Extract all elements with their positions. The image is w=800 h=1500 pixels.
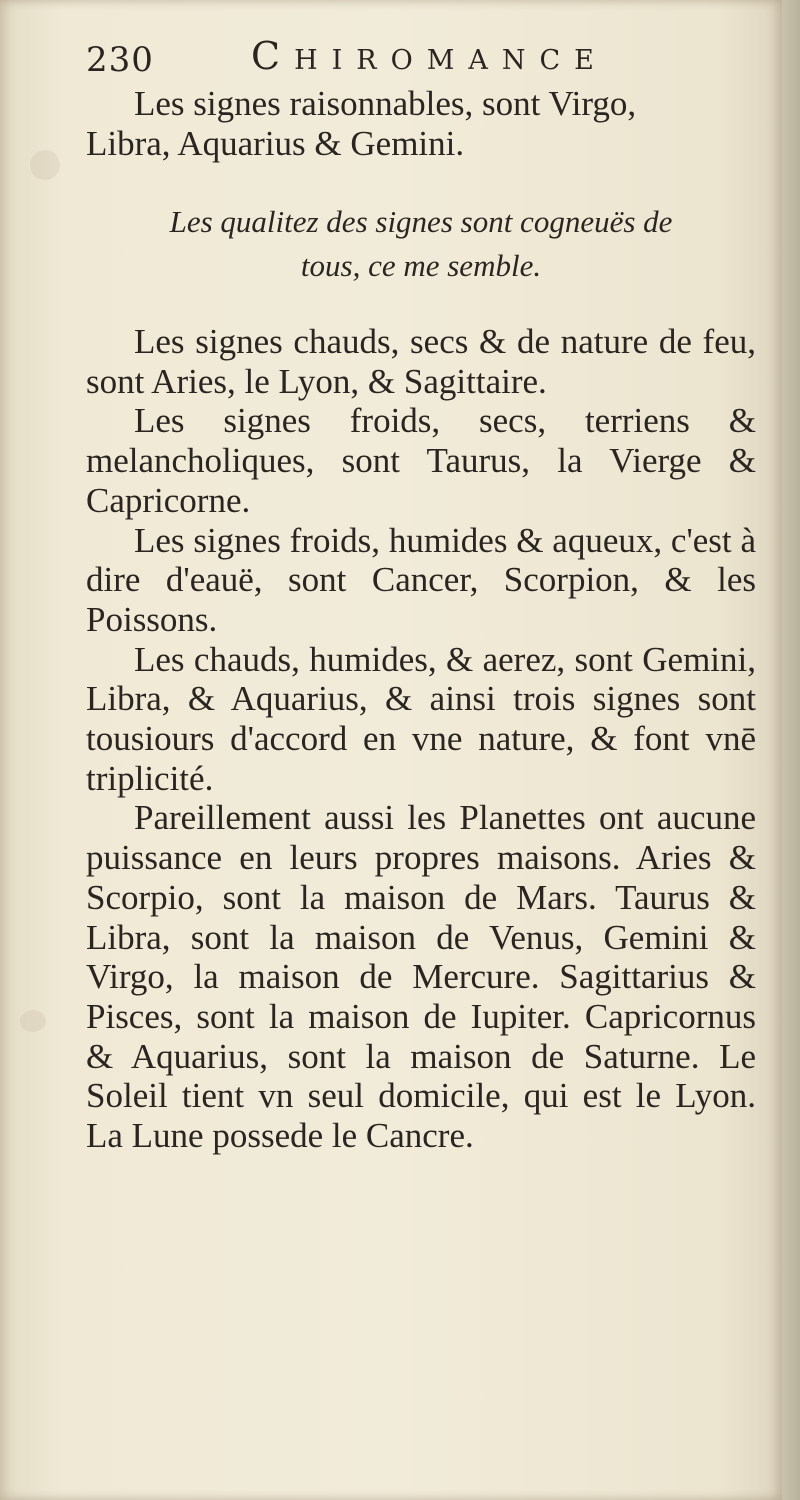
italic-note-line-1: Les qualitez des signes sont cogneuës de (169, 204, 673, 239)
paper-stain (30, 150, 60, 180)
italic-note-line-2: tous, ce me semble. (300, 248, 542, 283)
opening-line-1: Les signes raisonnables, sont Virgo, (134, 84, 637, 123)
running-title: Chiromance (251, 34, 608, 78)
page-header (86, 34, 746, 86)
page-number: 230 (86, 40, 154, 80)
paragraph-water-signs: Les signes froids, humides & aqueux, c'est à dire d'eauë, sont Cancer, Scorpion, & les Poissons. (86, 520, 756, 639)
opening-paragraph (86, 84, 756, 164)
paragraph-earth-signs: Les signes froids, secs, terriens & melancholiques, sont Taurus, la Vierge & Capricorne. (86, 401, 756, 520)
main-text (86, 322, 756, 1156)
page-edge (782, 0, 800, 1500)
paragraph-air-signs: Les chauds, humides, & aerez, sont Gemini, Libra, & Aquarius, & ainsi trois signes sont tousiours d'accord en vne nature, & font vnē triplicité. (86, 639, 756, 798)
opening-line-2: Libra, Aquarius & Gemini. (86, 124, 465, 163)
paragraph-planetary-houses: Pareillement aussi les Planettes ont aucune puissance en leurs propres maisons. Aries & Scorpio, sont la maison de Mars. Taurus & Libra, sont la maison de Venus, Gemini & Virgo, la maison de Mercure. Sagittarius & Pisces, sont la maison de Iupiter. Capricornus & Aquarius, sont la maison de Saturne. Le Soleil tient vn seul domicile, qui est le Lyon. La Lune possede le Cancre. (86, 798, 756, 1156)
paper-stain (20, 1010, 46, 1032)
italic-note (86, 200, 756, 288)
paragraph-fire-signs: Les signes chauds, secs & de nature de feu, sont Aries, le Lyon, & Sagittaire. (86, 322, 756, 401)
